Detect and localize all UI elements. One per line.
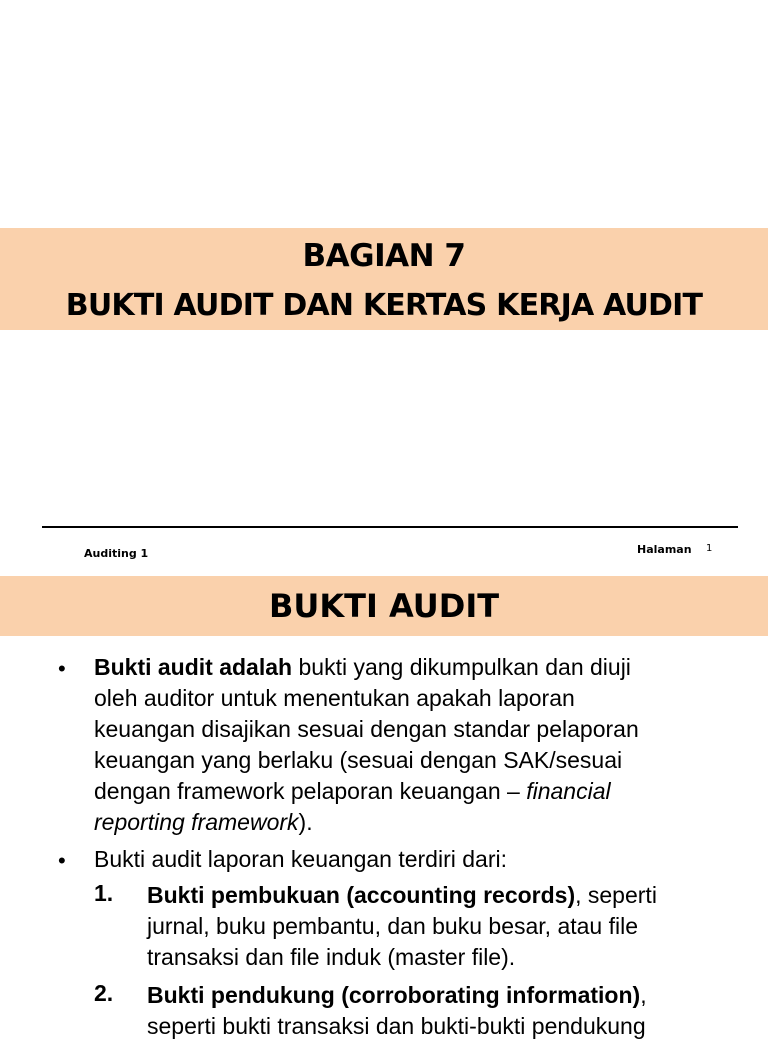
- bullet-1-line-6-rest: ).: [298, 809, 313, 835]
- item-1-line-3: transaksi dan file induk (master file).: [147, 944, 516, 970]
- bullet-1-line-2: oleh auditor untuk menentukan apakah laporan: [94, 685, 575, 711]
- bullet-1-line-6: [94, 807, 313, 838]
- bullet-1-line-1: [94, 652, 631, 683]
- item-1-line-1-rest: , seperti: [575, 882, 657, 908]
- slide-1-title-line-2: BUKTI AUDIT DAN KERTAS KERJA AUDIT: [65, 288, 703, 323]
- footer-course-label: Auditing 1: [84, 547, 149, 560]
- item-1-line-2: jurnal, buku pembantu, dan buku besar, atau file: [147, 913, 639, 939]
- bullet-1-line-6-italic: reporting framework: [94, 809, 299, 835]
- item-1-number: 1.: [94, 880, 114, 906]
- footer-page-label: Halaman: [637, 543, 692, 556]
- item-2-line-1-rest: ,: [640, 982, 647, 1008]
- item-2-term: Bukti pendukung (corroborating information): [147, 982, 641, 1008]
- footer-page-number: 1: [706, 543, 713, 554]
- slide-2-title: BUKTI AUDIT: [268, 587, 500, 625]
- slide-1-title-line-1: BAGIAN 7: [302, 238, 466, 274]
- bullet-marker: •: [58, 656, 66, 681]
- item-1-line-1: [147, 880, 657, 911]
- bullet-1-line-5-italic: financial: [526, 778, 611, 804]
- bullet-1-line-5: [94, 776, 611, 807]
- item-1-term: Bukti pembukuan (accounting records): [147, 882, 576, 908]
- item-2-line-2: seperti bukti transaksi dan bukti-bukti pendukung: [147, 1013, 646, 1039]
- bullet-1-term: Bukti audit adalah: [94, 654, 293, 680]
- bullet-marker: •: [58, 848, 66, 873]
- bullet-2-text: Bukti audit laporan keuangan terdiri dari:: [94, 846, 507, 872]
- bullet-1-line-3: keuangan disajikan sesuai dengan standar pelaporan: [94, 716, 639, 742]
- footer-divider: [42, 526, 738, 528]
- item-2-line-1: [147, 980, 647, 1011]
- bullet-1-line-5-plain: dengan framework pelaporan keuangan –: [94, 778, 527, 804]
- bullet-1-line-1-rest: bukti yang dikumpulkan dan diuji: [292, 654, 631, 680]
- slide-2: [0, 576, 768, 1039]
- item-2-number: 2.: [94, 980, 114, 1006]
- bullet-1-line-4: keuangan yang berlaku (sesuai dengan SAK/sesuai: [94, 747, 623, 773]
